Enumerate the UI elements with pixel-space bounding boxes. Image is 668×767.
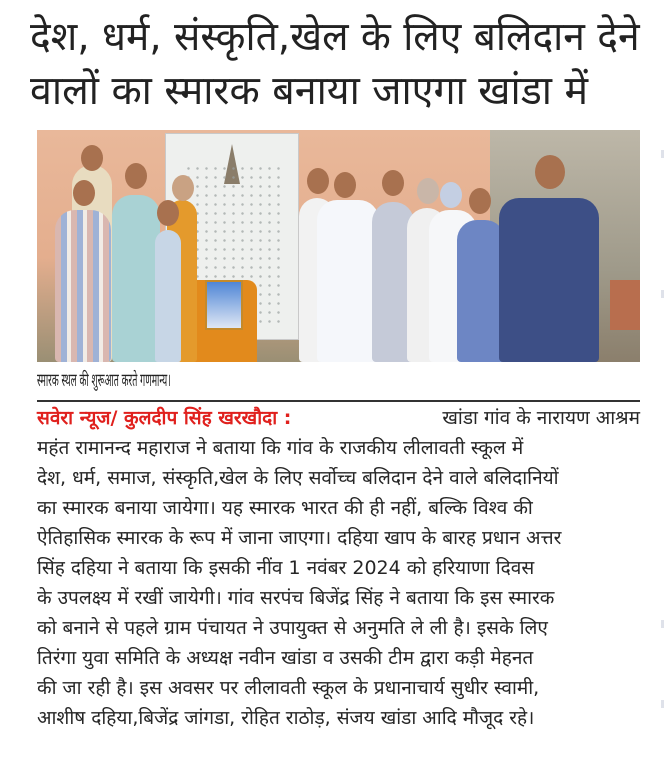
person-head [307, 168, 329, 194]
body-line-text: ऐतिहासिक स्मारक के रूप में जाना जाएगा। दहिया खाप के बारह प्रधान अत्तर [37, 527, 562, 549]
byline: सवेरा न्यूज/ कुलदीप सिंह खरखौदा : [37, 407, 292, 429]
photo-caption: स्मारक स्थल की शुरूआत करते गणमान्य। [37, 370, 171, 391]
person-head [469, 188, 491, 214]
person [457, 220, 505, 362]
body-line-text: देश, धर्म, समाज, संस्कृति,खेल के लिए सर्वोच्च बलिदान देने वाले बलिदानियों [37, 467, 559, 489]
body-line-1 [37, 403, 640, 433]
person [155, 230, 181, 362]
article-body [37, 403, 640, 733]
garlanded-portrait [205, 280, 243, 330]
body-line-text: सिंह दहिया ने बताया कि इसकी नींव 1 नवंबर 2024 को हरियाणा दिवस [37, 557, 535, 579]
person-head [417, 178, 439, 204]
headline [30, 10, 650, 118]
body-line-text: की जा रही है। इस अवसर पर लीलावती स्कूल के प्रधानाचार्य सुधीर स्वामी, [37, 677, 540, 699]
body-line [37, 523, 640, 553]
headline-line-1: देश, धर्म, संस्कृति,खेल के लिए बलिदान देने [30, 14, 640, 60]
person-head [125, 163, 147, 189]
body-line-text: आशीष दहिया,बिजेंद्र जांगडा, रोहित राठोड़, संजय खांडा आदि मौजूद रहे। [37, 707, 535, 729]
person [317, 200, 379, 362]
body-line [37, 493, 640, 523]
scan-edge-mark [661, 150, 664, 158]
body-line [37, 553, 640, 583]
person [112, 195, 160, 362]
person-head [157, 200, 179, 226]
person-head [334, 172, 356, 198]
body-line [37, 643, 640, 673]
scan-edge-mark [661, 620, 664, 628]
body-line-text: के उपलक्ष्य में रखीं जायेगी। गांव सरपंच बिजेंद्र सिंह ने बताया कि इस स्मारक [37, 587, 555, 609]
scan-edge-mark [661, 700, 664, 708]
person [499, 198, 599, 362]
body-line [37, 433, 640, 463]
body-line [37, 583, 640, 613]
headline-line-2: वालों का स्मारक बनाया जाएगा खांडा में [30, 68, 588, 114]
body-line [37, 613, 640, 643]
person-head [81, 145, 103, 171]
scan-edge-mark [661, 290, 664, 298]
body-line [37, 673, 640, 703]
person [55, 210, 111, 362]
body-line-text: तिरंगा युवा समिति के अध्यक्ष नवीन खांडा व उसकी टीम द्वारा कड़ी मेहनत [37, 647, 534, 669]
photo-brick [610, 280, 640, 330]
body-line [37, 463, 640, 493]
person-head [382, 170, 404, 196]
person-head [535, 155, 565, 189]
body-line-text: का स्मारक बनाया जायेगा। यह स्मारक भारत की ही नहीं, बल्कि विश्व की [37, 497, 533, 519]
body-line-1-text: खांडा गांव के नारायण आश्रम [442, 407, 640, 429]
caption-divider [37, 400, 640, 402]
person-head [172, 175, 194, 201]
news-photo [37, 130, 640, 362]
person-head [73, 180, 95, 206]
body-line-text: को बनाने से पहले ग्राम पंचायत ने उपायुक्त से अनुमति ले ली है। इसके लिए [37, 617, 548, 639]
body-line [37, 703, 640, 733]
person-head [440, 182, 462, 208]
body-line-text: महंत रामानन्द महाराज ने बताया कि गांव के राजकीय लीलावती स्कूल में [37, 437, 524, 459]
